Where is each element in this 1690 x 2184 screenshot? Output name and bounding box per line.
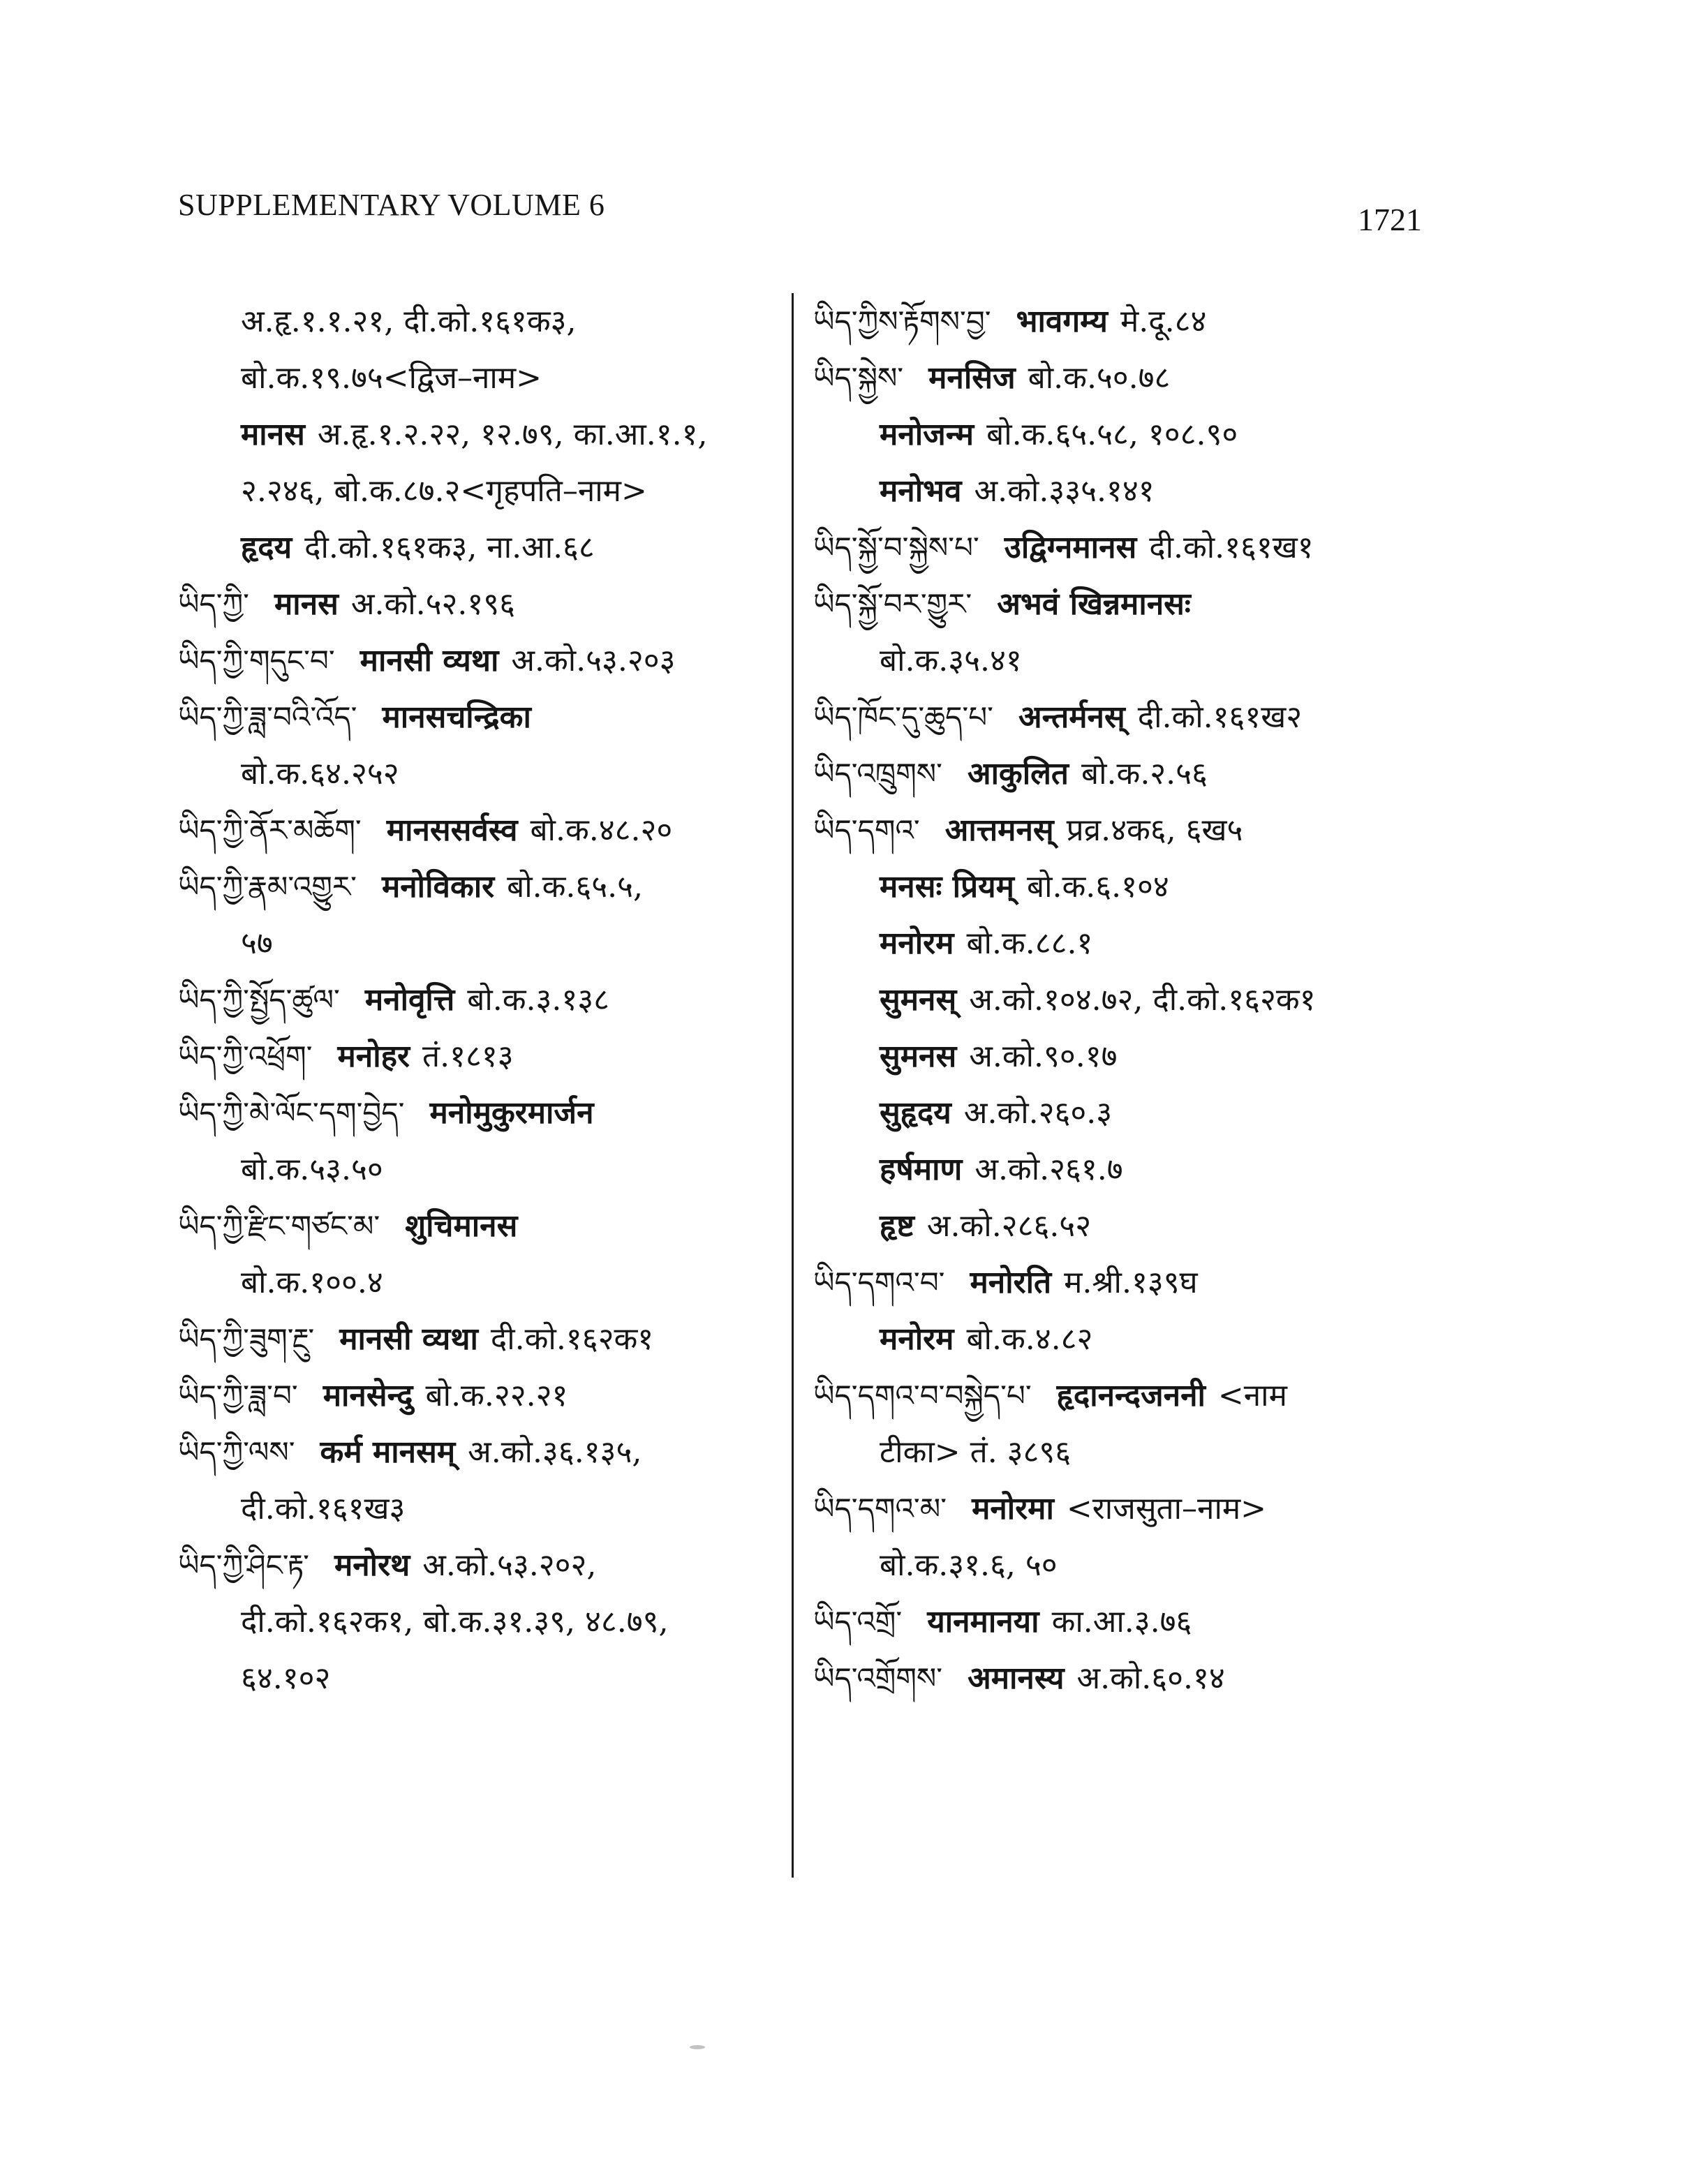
source-reference: अ.को.५३.२०२, (422, 1547, 597, 1583)
sanskrit-equivalent: मनोरथ (334, 1547, 410, 1583)
entry-line (813, 1028, 1441, 1085)
source-reference: मे.दू.८४ (1120, 304, 1207, 339)
tibetan-headword: ཡིད་ཀྱིས་རྟོགས་བྱ་ (813, 304, 991, 339)
sanskrit-equivalent: मनोविकार (381, 869, 495, 905)
column-divider (792, 293, 794, 1878)
sanskrit-equivalent: मनोरम (880, 926, 954, 961)
source-reference: बो.क.५०.७८ (1028, 360, 1171, 396)
sanskrit-equivalent: मनोरति (970, 1265, 1052, 1300)
right-column (813, 293, 1441, 1707)
entry-line (178, 519, 785, 576)
entry-line (813, 293, 1441, 350)
entry-line (178, 1198, 785, 1254)
tibetan-headword: ཡིད་ཀྱི་ཤིང་རྟ་ (178, 1548, 309, 1582)
tibetan-headword: ཡིད་སྐྱོ་བར་གྱུར་ (813, 587, 972, 621)
entry-line (813, 1085, 1441, 1141)
tibetan-headword: ཡིད་སྐྱེས་ (813, 361, 904, 395)
source-reference: अ.को.९०.१७ (969, 1039, 1118, 1074)
sanskrit-equivalent: अन्तर्मनस् (1018, 699, 1125, 735)
sanskrit-equivalent: भावगम्य (1016, 304, 1108, 339)
sanskrit-equivalent: मनोजन्म (880, 417, 974, 452)
tibetan-headword: ཡིད་ཀྱི་ཟུག་རྔུ་ (178, 1322, 315, 1356)
source-reference: बो.क.६.१०४ (1026, 869, 1169, 905)
sanskrit-equivalent: मानस (241, 417, 305, 452)
source-reference: अ.को.३६.१३५, (468, 1434, 642, 1470)
tibetan-headword: ཡིད་ཀྱི་རྣམ་འགྱུར་ (178, 870, 357, 904)
sanskrit-equivalent: मनोरम (880, 1321, 954, 1357)
source-reference: दी.को.१६२क१, बो.क.३१.३९, ४८.७९, (241, 1604, 669, 1640)
source-reference: अ.को.५३.२०३ (511, 643, 676, 678)
source-reference: अ.हृ.१.२.२२, १२.७९, का.आ.१.१, (317, 417, 708, 452)
entry-line (178, 745, 785, 802)
source-reference: बो.क.६४.२५२ (241, 756, 399, 792)
source-reference: <नाम (1217, 1378, 1287, 1413)
sanskrit-equivalent: मानसचन्द्रिका (382, 699, 531, 735)
entry-line (813, 1424, 1441, 1480)
entry-line (813, 1254, 1441, 1311)
source-reference: तं.१८१३ (422, 1039, 514, 1074)
entry-line (813, 1537, 1441, 1594)
tibetan-headword: ཡིད་ཀྱི་ལས་ (178, 1435, 295, 1469)
sanskrit-equivalent: हृदय (241, 530, 292, 565)
entry-line (813, 1367, 1441, 1424)
tibetan-headword: ཡིད་ཁོང་དུ་ཆུད་པ་ (813, 700, 993, 734)
source-reference: दी.को.१६१ख३ (241, 1491, 406, 1526)
tibetan-headword: ཡིད་ཀྱི་ཟླ་བའི་འོད་ (178, 700, 357, 734)
tibetan-headword: ཡིད་དགའ་བ་ (813, 1265, 945, 1300)
source-reference: बो.क.४८.२० (530, 812, 673, 848)
tibetan-headword: ཡིད་ཀྱི་འཕྲོག་ (178, 1039, 313, 1074)
entry-line (178, 1424, 785, 1480)
tibetan-headword: ཡིད་ཀྱི་མེ་ལོང་དག་བྱེད་ (178, 1096, 405, 1130)
sanskrit-equivalent: मानसेन्दु (323, 1378, 413, 1413)
entry-line (813, 802, 1441, 859)
entry-line (813, 576, 1441, 632)
entry-line (178, 1254, 785, 1311)
running-head: SUPPLEMENTARY VOLUME 6 (178, 188, 605, 222)
sanskrit-equivalent: उद्विग्नमानस (1004, 530, 1137, 565)
source-reference: दी.को.१६१ख२ (1137, 699, 1303, 735)
tibetan-headword: ཡིད་དགའ་ (813, 813, 920, 847)
source-reference: बो.क.१००.४ (241, 1265, 383, 1300)
entry-line (178, 1311, 785, 1367)
source-reference: अ.को.५२.१९६ (350, 586, 516, 622)
sanskrit-equivalent: मनोमुकुरमार्जन (429, 1095, 594, 1131)
sanskrit-equivalent: मानसी व्यथा (360, 643, 499, 678)
source-reference: <राजसुता–नाम> (1066, 1491, 1267, 1526)
source-reference: अ.को.३३५.१४१ (974, 473, 1155, 509)
sanskrit-equivalent: सुमनस (880, 1039, 957, 1074)
sanskrit-equivalent: हर्षमाण (880, 1152, 963, 1187)
source-reference: बो.क.२२.२१ (425, 1378, 568, 1413)
page-number: 1721 (1358, 202, 1422, 237)
entry-line (813, 915, 1441, 972)
source-reference: ५७ (241, 926, 273, 961)
source-reference: टीका> तं. ३८९६ (880, 1434, 1072, 1470)
entry-line (178, 972, 785, 1028)
source-reference: अ.को.२६१.७ (974, 1152, 1123, 1187)
sanskrit-equivalent: कर्म मानसम् (320, 1434, 456, 1470)
entry-line (178, 802, 785, 859)
sanskrit-equivalent: मनोवृत्ति (364, 982, 455, 1018)
source-reference: बो.क.५३.५० (241, 1152, 383, 1187)
source-reference: बो.क.६५.५८, १०८.९० (986, 417, 1238, 452)
tibetan-headword: ཡིད་ཀྱི་རྫིང་གཙང་མ་ (178, 1209, 380, 1243)
entry-line (813, 1480, 1441, 1537)
entry-line (813, 1650, 1441, 1707)
sanskrit-equivalent: मानस (274, 586, 339, 622)
source-reference: बो.क.३५.४१ (880, 643, 1022, 678)
entry-line (178, 1028, 785, 1085)
source-reference: २.२४६, बो.क.८७.२<गृहपति–नाम> (241, 473, 647, 509)
sanskrit-equivalent: मनोहर (337, 1039, 410, 1074)
source-reference: अ.को.२६०.३ (963, 1095, 1113, 1131)
sanskrit-equivalent: हृष्ट (880, 1208, 914, 1244)
entry-line (178, 1537, 785, 1594)
entry-line (178, 1594, 785, 1650)
source-reference: का.आ.३.७६ (1051, 1604, 1192, 1640)
sanskrit-equivalent: अमानस्य (968, 1661, 1065, 1696)
source-reference: बो.क.८८.१ (966, 926, 1093, 961)
source-reference: अ.को.२८६.५२ (926, 1208, 1092, 1244)
entry-line (813, 519, 1441, 576)
left-column (178, 293, 785, 1707)
entry-line (178, 350, 785, 406)
sanskrit-equivalent: सुहृदय (880, 1095, 951, 1131)
sanskrit-equivalent: यानमानया (927, 1604, 1039, 1640)
entry-line (178, 293, 785, 350)
source-reference: बो.क.६५.५, (507, 869, 644, 905)
tibetan-headword: ཡིད་འཁྲུགས་ (813, 757, 942, 791)
entry-line (813, 1311, 1441, 1367)
entry-line (813, 1198, 1441, 1254)
tibetan-headword: ཡིད་འགྲོགས་ (813, 1661, 943, 1695)
source-reference: अ.को.१०४.७२, दी.को.१६२क१ (969, 982, 1316, 1018)
source-reference: दी.को.१६१ख१ (1149, 530, 1314, 565)
entry-line (178, 1650, 785, 1707)
entry-line (813, 350, 1441, 406)
entry-line (178, 406, 785, 463)
ink-smudge (690, 2045, 705, 2049)
sanskrit-equivalent: मनोरमा (972, 1491, 1054, 1526)
tibetan-headword: ཡིད་དགའ་མ་ (813, 1492, 947, 1526)
source-reference: बो.क.३१.६, ५० (880, 1547, 1058, 1583)
entry-line (813, 463, 1441, 519)
entry-line (178, 1141, 785, 1198)
entry-line (178, 1367, 785, 1424)
sanskrit-equivalent: शुचिमानस (405, 1208, 518, 1244)
entry-line (813, 859, 1441, 915)
tibetan-headword: ཡིད་ཀྱི་སྤྱོད་ཚུལ་ (178, 983, 340, 1017)
entry-line (178, 632, 785, 689)
entry-line (178, 689, 785, 745)
sanskrit-equivalent: मनसः प्रियम् (880, 869, 1014, 905)
sanskrit-equivalent: अभवं खिन्नमानसः (997, 586, 1191, 622)
source-reference: बो.क.२.५६ (1081, 756, 1208, 792)
entry-line (813, 745, 1441, 802)
source-reference: अ.को.६०.१४ (1076, 1661, 1225, 1696)
entry-line (813, 406, 1441, 463)
entry-line (178, 463, 785, 519)
source-reference: दी.को.१६२क१ (490, 1321, 654, 1357)
tibetan-headword: ཡིད་ཀྱི་ (178, 587, 249, 621)
entry-line (813, 972, 1441, 1028)
tibetan-headword: ཡིད་ཀྱི་ནོར་མཆོག་ (178, 813, 362, 847)
entry-line (178, 859, 785, 915)
tibetan-headword: ཡིད་འགྲོ་ (813, 1605, 903, 1639)
tibetan-headword: ཡིད་དགའ་བ་བསྐྱེད་པ་ (813, 1379, 1032, 1413)
entry-line (178, 576, 785, 632)
entry-line (813, 1141, 1441, 1198)
tibetan-headword: ཡིད་སྐྱོ་བ་སྐྱེས་པ་ (813, 530, 979, 565)
source-reference: बो.क.१९.७५<द्विज–नाम> (241, 360, 542, 396)
sanskrit-equivalent: मानसी व्यथा (339, 1321, 478, 1357)
sanskrit-equivalent: आत्तमनस् (944, 812, 1054, 848)
sanskrit-equivalent: आकुलित (967, 756, 1069, 792)
sanskrit-equivalent: मनोभव (880, 473, 962, 509)
source-reference: बो.क.३.१३८ (467, 982, 610, 1018)
entry-line (813, 689, 1441, 745)
entry-line (178, 1085, 785, 1141)
source-reference: दी.को.१६१क३, ना.आ.६८ (304, 530, 595, 565)
sanskrit-equivalent: मानससर्वस्व (386, 812, 518, 848)
source-reference: ६४.१०२ (241, 1661, 331, 1696)
entry-line (813, 1594, 1441, 1650)
source-reference: अ.हृ.१.१.२१, दी.को.१६१क३, (241, 304, 577, 339)
entry-line (178, 915, 785, 972)
tibetan-headword: ཡིད་ཀྱི་གདུང་བ་ (178, 644, 335, 678)
sanskrit-equivalent: हृदानन्दजननी (1056, 1378, 1206, 1413)
source-reference: बो.क.४.८२ (966, 1321, 1093, 1357)
tibetan-headword: ཡིད་ཀྱི་ཟླ་བ་ (178, 1379, 298, 1413)
source-reference: म.श्री.१३९घ (1064, 1265, 1198, 1300)
sanskrit-equivalent: सुमनस् (880, 982, 957, 1018)
sanskrit-equivalent: मनसिज (928, 360, 1016, 396)
source-reference: प्रव्र.४क६, ६ख५ (1066, 812, 1243, 848)
entry-line (178, 1480, 785, 1537)
entry-line (813, 632, 1441, 689)
